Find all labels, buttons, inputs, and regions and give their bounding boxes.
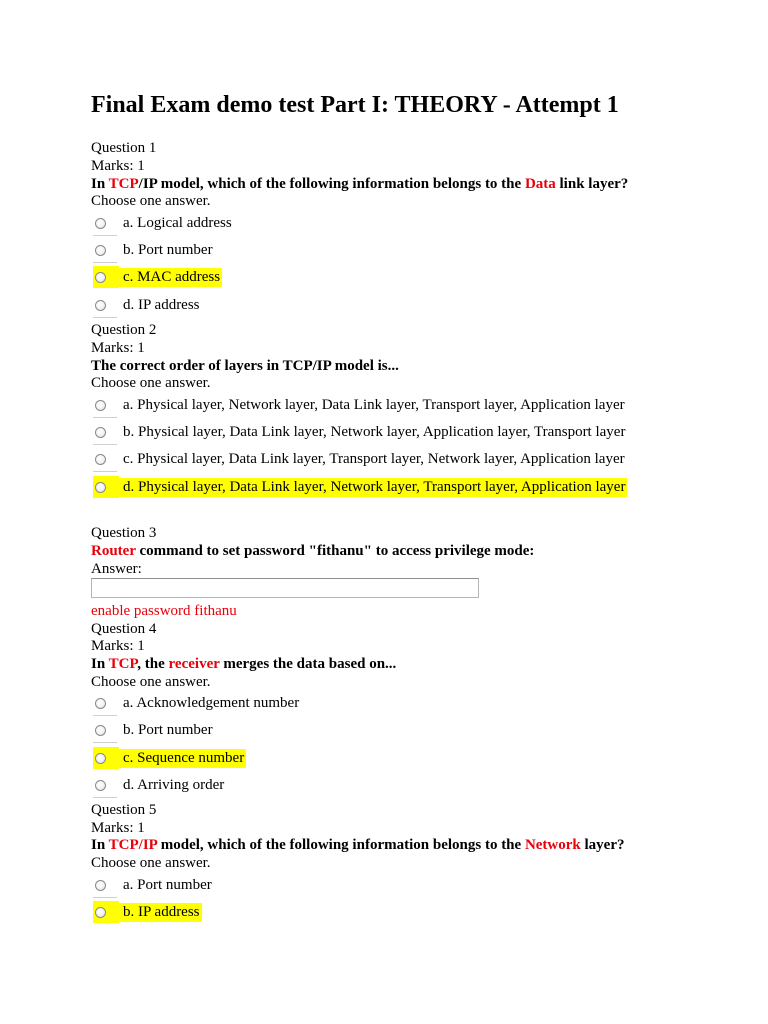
question-4-number: Question 4 [91,621,157,637]
radio-circle-icon [95,907,106,918]
question-1-option-a[interactable] [93,212,234,234]
question-1-option-b[interactable] [93,239,215,261]
radio-button[interactable] [93,212,119,234]
question-1-instruction: Choose one answer. [91,193,211,209]
answer-input[interactable] [91,578,479,598]
option-label: b. IP address [119,903,202,922]
radio-circle-icon [95,245,106,256]
radio-button[interactable] [93,394,119,416]
option-label: d. Arriving order [123,776,225,793]
option-label: a. Physical layer, Network layer, Data Link layer, Transport layer, Application layer [123,396,625,413]
question-1-marks: Marks: 1 [91,158,145,174]
question-3-answer-label: Answer: [91,561,142,577]
radio-button[interactable] [93,476,119,498]
question-5-instruction: Choose one answer. [91,855,211,871]
question-2-prompt: The correct order of layers in TCP/IP model is... [91,358,399,374]
radio-button[interactable] [93,239,119,261]
option-label: c. MAC address [119,268,222,287]
radio-circle-icon [95,880,106,891]
question-5-number: Question 5 [91,802,157,818]
question-1-prompt: In TCP/IP model, which of the following information belongs to the Data link layer? [91,176,629,192]
keyword: receiver [168,656,220,672]
question-1-option-d[interactable] [93,294,202,316]
question-4-instruction: Choose one answer. [91,674,211,690]
option-label: c. Sequence number [119,749,246,768]
radio-circle-icon [95,482,106,493]
radio-button[interactable] [93,421,119,443]
correct-answer: enable password fithanu [91,603,237,619]
radio-circle-icon [95,725,106,736]
question-2-number: Question 2 [91,322,157,338]
radio-button[interactable] [93,448,119,470]
question-3-prompt: Router command to set password "fithanu" to access privilege mode: [91,543,535,559]
option-label: a. Logical address [123,214,232,231]
question-4-option-b[interactable] [93,719,215,741]
keyword: Network [524,837,581,853]
radio-circle-icon [95,698,106,709]
option-label: b. Port number [123,241,213,258]
question-2-instruction: Choose one answer. [91,375,211,391]
question-5-option-b[interactable] [93,901,202,923]
radio-button[interactable] [93,747,119,769]
radio-circle-icon [95,300,106,311]
question-1-option-c[interactable] [93,266,222,288]
question-1-number: Question 1 [91,140,157,156]
keyword: TCP/IP [108,837,158,853]
radio-circle-icon [95,427,106,438]
option-label: a. Port number [123,876,212,893]
radio-button[interactable] [93,266,119,288]
option-label: a. Acknowledgement number [123,694,300,711]
radio-button[interactable] [93,774,119,796]
question-4-marks: Marks: 1 [91,638,145,654]
radio-button[interactable] [93,294,119,316]
question-4-option-a[interactable] [93,692,301,714]
question-4-option-d[interactable] [93,774,226,796]
radio-button[interactable] [93,874,119,896]
option-label: d. IP address [123,296,200,313]
radio-circle-icon [95,218,106,229]
radio-button[interactable] [93,692,119,714]
radio-circle-icon [95,400,106,411]
keyword: Router [91,543,136,559]
radio-circle-icon [95,780,106,791]
option-label: c. Physical layer, Data Link layer, Transport layer, Network layer, Application layer [123,450,625,467]
radio-circle-icon [95,753,106,764]
question-5-option-a[interactable] [93,874,214,896]
radio-button[interactable] [93,901,119,923]
option-label: b. Physical layer, Data Link layer, Network layer, Application layer, Transport layer [123,423,626,440]
option-label: d. Physical layer, Data Link layer, Network layer, Transport layer, Application layer [119,478,627,497]
question-4-prompt: In TCP, the receiver merges the data based on... [91,656,397,672]
radio-circle-icon [95,272,106,283]
question-2-option-a[interactable] [93,394,627,416]
keyword: TCP [108,656,138,672]
keyword: TCP [108,176,139,192]
radio-button[interactable] [93,719,119,741]
question-2-option-d[interactable] [93,476,627,498]
keyword: Data [524,176,556,192]
question-2-option-b[interactable] [93,421,627,443]
question-5-prompt: In TCP/IP model, which of the following information belongs to the Network layer? [91,837,625,853]
question-3-number: Question 3 [91,525,157,541]
question-4-option-c[interactable] [93,747,246,769]
radio-circle-icon [95,454,106,465]
question-5-marks: Marks: 1 [91,820,145,836]
option-label: b. Port number [123,721,213,738]
page-title: Final Exam demo test Part I: THEORY - Attempt 1 [91,92,619,118]
question-2-marks: Marks: 1 [91,340,145,356]
question-2-option-c[interactable] [93,448,627,470]
